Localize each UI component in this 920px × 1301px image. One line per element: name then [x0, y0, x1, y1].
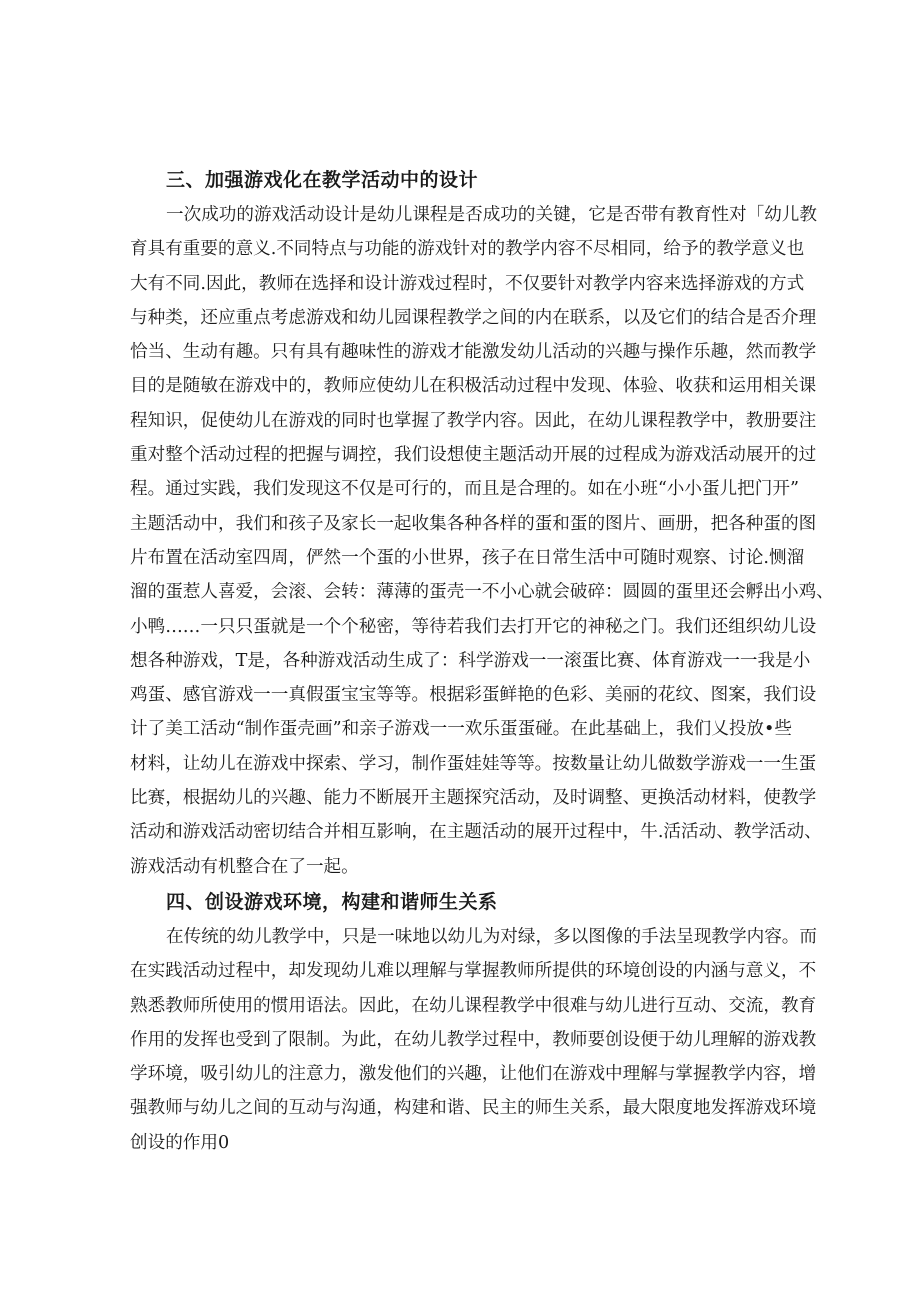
- paragraph-line: 恰当、生动有趣。只有具有趣味性的游戏才能激发幼儿活动的兴趣与操作乐趣，然而教学: [130, 342, 817, 363]
- paragraph-line: 活动和游戏活动密切结合并相互影响，在主题活动的展开过程中，牛.活活动、教学活动、: [130, 822, 822, 843]
- paragraph-line: 在传统的幼儿教学中，只是一味地以幼儿为对绿，多以图像的手法呈现教学内容。而: [166, 926, 817, 947]
- paragraph-line: 程。通过实践，我们发现这不仅是可行的，而且是合理的。如在小班“小小蛋儿把门开”: [130, 479, 799, 500]
- paragraph-line: 比赛，根据幼儿的兴趣、能力不断展开主题探究活动，及时调整、更换活动材料，使教学: [130, 788, 817, 809]
- paragraph-line: 作用的发挥也受到了限制。为此，在幼儿教学过程中，教师要创设便于幼儿理解的游戏教: [130, 1029, 817, 1050]
- paragraph-line: 目的是随敏在游戏中的，教师应使幼儿在积极活动过程中发现、体验、收获和运用相关课: [130, 376, 817, 397]
- paragraph-line: 想各种游戏，T是，各种游戏活动生成了：科学游戏一一滚蛋比赛、体育游戏一一我是小: [130, 650, 811, 671]
- paragraph-line: 鸡蛋、感官游戏一一真假蛋宝宝等等。根据彩蛋鲜艳的色彩、美丽的花纹、图案，我们设: [130, 685, 817, 706]
- paragraph-line: 在实践活动过程中，却发现幼儿难以理解与掌握教师所提供的环境创设的内涵与意义，不: [130, 961, 817, 982]
- paragraph-line: 强教师与幼儿之间的互动与沟通，构建和谐、民主的师生关系，最大限度地发挥游戏环境: [130, 1098, 817, 1119]
- paragraph-line: 材料，让幼儿在游戏中探索、学习，制作蛋娃娃等等。按数量让幼儿做数学游戏一一生蛋: [130, 753, 817, 774]
- paragraph-line: 片布置在活动室四周，俨然一个蛋的小世界，孩子在日常生活中可随时观察、讨论.恻溜: [130, 547, 805, 568]
- document-page: [130, 162, 834, 1160]
- section-3-paragraph: [130, 198, 834, 884]
- paragraph-line: 大有不同.因此，教师在选择和设计游戏过程时，不仅要针对教学内容来选择游戏的方式: [130, 273, 805, 294]
- paragraph-line: 育具有重要的意义.不同特点与功能的游戏针对的教学内容不尽相同，给予的教学意义也: [130, 239, 805, 260]
- paragraph-line: 主题活动中，我们和孩子及家长一起收集各种各样的蛋和蛋的图片、画册，把各种蛋的图: [130, 513, 817, 534]
- paragraph-line: 熟悉教师所使用的惯用语法。因此，在幼儿课程教学中很难与幼儿进行互动、交流，教育: [130, 995, 817, 1016]
- paragraph-line: 溜的蛋惹人喜爱，会滚、会转：薄薄的蛋壳一不小心就会破碎：圆圆的蛋里还会孵出小鸡、: [130, 582, 834, 603]
- paragraph-line: 游戏活动有机整合在了一起。: [130, 856, 359, 877]
- paragraph-line: 与种类，还应重点考虑游戏和幼儿园课程教学之间的内在联系，以及它们的结合是否介理: [130, 307, 817, 328]
- paragraph-line: 学环境，吸引幼儿的注意力，激发他们的兴趣，让他们在游戏中理解与掌握教学内容，增: [130, 1064, 817, 1085]
- paragraph-line: 小鸭……一只只蛋就是一个个秘密，等待若我们去打开它的神秘之门。我们还组织幼儿设: [130, 616, 817, 637]
- section-3-heading: 三、加强游戏化在教学活动中的设计: [166, 169, 479, 191]
- paragraph-line: 创设的作用0: [130, 1132, 230, 1153]
- section-4-heading: 四、创设游戏环境，构建和谐师生关系: [166, 890, 498, 913]
- paragraph-line: 程知识，促使幼儿在游戏的同时也掌握了教学内容。因此，在幼儿课程教学中，教册要注: [130, 410, 817, 431]
- paragraph-line: 一次成功的游戏活动设计是幼儿课程是否成功的关键，它是否带有教育性对「幼儿教: [166, 205, 817, 225]
- section-4-paragraph: [130, 920, 817, 1160]
- paragraph-line: 计了美工活动“制作蛋壳画”和亲子游戏一一欢乐蛋蛋碰。在此基础上，我们乂投放•些: [130, 719, 792, 740]
- paragraph-line: 重对整个活动过程的把握与调控，我们设想使主题活动开展的过程成为游戏活动展开的过: [130, 445, 817, 466]
